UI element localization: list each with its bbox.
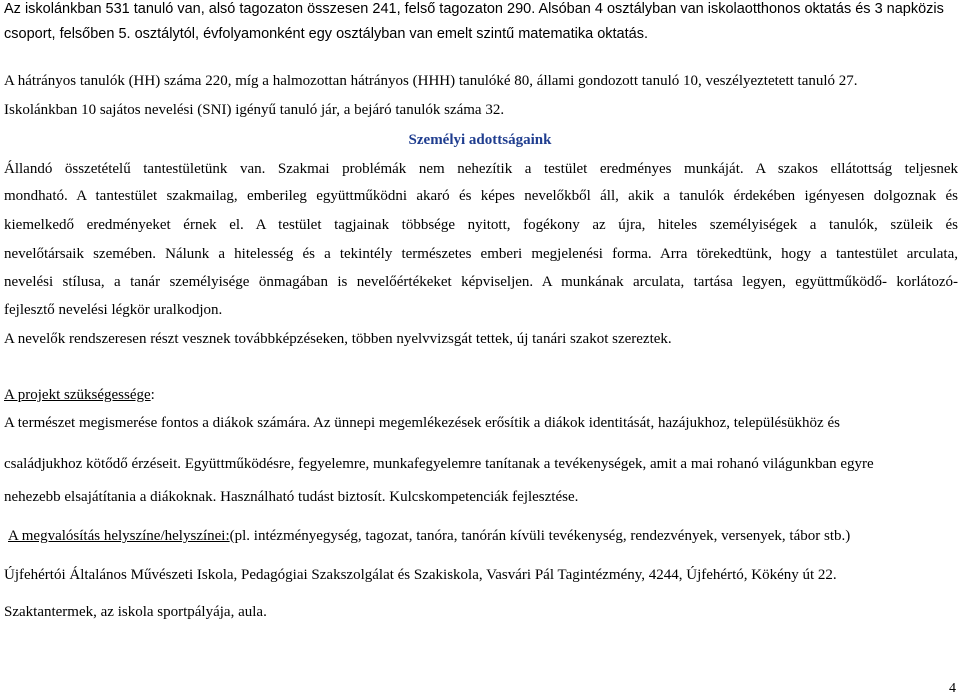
paragraph-staff-line-3: kiemelkedő eredményeket érnek el. A testület tagjainak többsége nyitott, fogékony az újra, hiteles személyiségek a tanulók, szüleik és: [4, 217, 958, 233]
paragraph-students-line-2: csoport, felsőben 5. osztálytól, évfolyamonként egy osztályban van emelt szintű matematika oktatás.: [4, 26, 648, 42]
paragraph-staff-line-1: Állandó összetételű tantestületünk van. Szakmai problémák nem nehezítik a testület eredményes munkáját. A szakos ellátottság teljesnek: [4, 161, 958, 177]
project-necessity-colon: :: [150, 387, 155, 403]
location-hint: (pl. intézményegység, tagozat, tanóra, tanórán kívüli tevékenység, rendezvények, versenyek, tábor stb.): [229, 528, 851, 544]
paragraph-location-institution: Újfehértói Általános Művészeti Iskola, Pedagógiai Szakszolgálat és Szakiskola, Vasvári Pál Tagintézmény, 4244, Újfehértó, Kökény út 22.: [4, 567, 837, 583]
paragraph-necessity-line-3: nehezebb elsajátítania a diákoknak. Használható tudást biztosít. Kulcskompetenciák fejlesztése.: [4, 489, 579, 505]
project-necessity-label: A projekt szükségessége: [4, 387, 151, 403]
paragraph-staff-line-5: nevelési stílusa, a tanár személyisége önmagában is nevelőértékeket képviseljen. A munkának arculata, tartása legyen, együttműködő- korlátozó-: [4, 274, 958, 290]
paragraph-training: A nevelők rendszeresen részt vesznek továbbképzéseken, többen nyelvvizsgát tettek, új tanári szakot szereztek.: [4, 331, 672, 347]
paragraph-students-line-1: Az iskolánkban 531 tanuló van, alsó tagozaton összesen 241, felső tagozaton 290. Alsóban 4 osztályban van iskolaotthonos oktatás és 3 napközis: [4, 1, 944, 17]
paragraph-staff-line-4: nevelőtársaik szemében. Nálunk a hitelesség és a tekintély természetes emberi megjelenési forma. Arra törekedtünk, hogy a tantestület arculata,: [4, 246, 958, 262]
section-heading-personal: Személyi adottságaink: [408, 132, 552, 148]
location-label: A megvalósítás helyszíne/helyszínei:: [8, 528, 230, 544]
paragraph-location-rooms: Szaktantermek, az iskola sportpályája, aula.: [4, 604, 267, 620]
paragraph-disadvantaged-line-1: A hátrányos tanulók (HH) száma 220, míg a halmozottan hátrányos (HHH) tanulóké 80, állami gondozott tanuló 10, veszélyeztetett tanuló 27.: [4, 73, 858, 89]
paragraph-disadvantaged-line-2: Iskolánkban 10 sajátos nevelési (SNI) igényű tanuló jár, a bejáró tanulók száma 32.: [4, 102, 505, 118]
paragraph-staff-line-2: mondható. A tantestület szakmailag, emberileg együttműködni akaró és képes nevelőkből áll, akik a tanulók érdekében igényesen dolgoznak és: [4, 188, 958, 204]
page-number: 4: [949, 681, 956, 696]
project-necessity-heading: [4, 386, 155, 404]
paragraph-staff-line-6: fejlesztő nevelési légkör uralkodjon.: [4, 302, 223, 318]
paragraph-necessity-line-2: családjukhoz kötődő érzéseit. Együttműködésre, fegyelemre, munkafegyelemre tanítanak a tevékenységek, amit a mai rohanó világunkban egyre: [4, 456, 874, 472]
location-heading: [8, 527, 850, 545]
paragraph-necessity-line-1: A természet megismerése fontos a diákok számára. Az ünnepi megemlékezések erősítik a diákok identitását, hazájukhoz, településükhöz és: [4, 415, 840, 431]
